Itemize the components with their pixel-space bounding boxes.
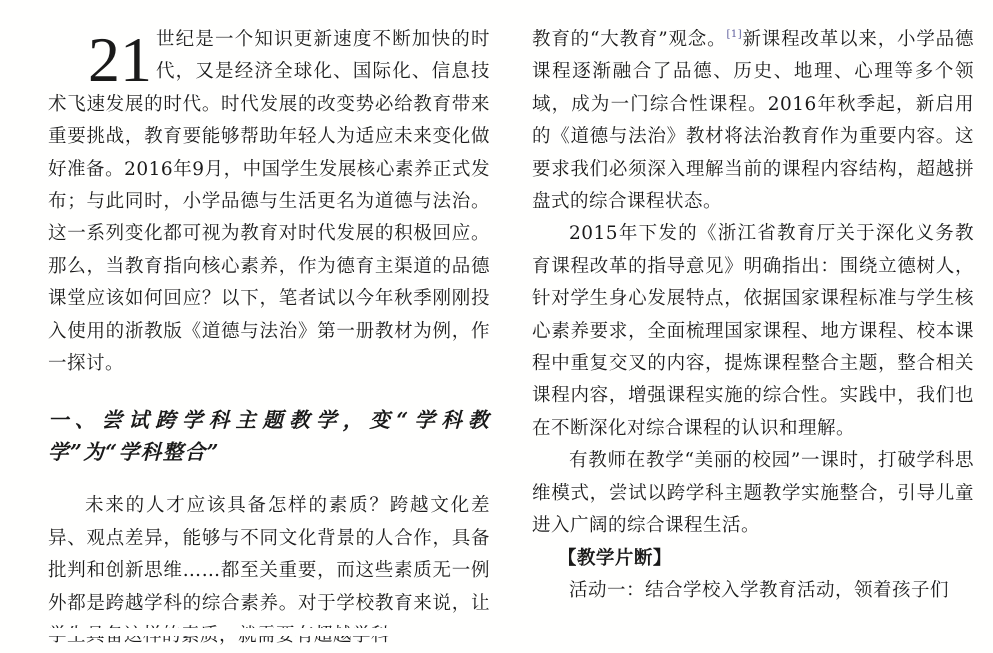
section-heading-1: 一、尝试跨学科主题教学，变“学科教学”为“学科整合” [48, 408, 490, 465]
teaching-excerpt-heading: 【教学片断】 [557, 547, 672, 569]
body-paragraph: 有教师在教学“美丽的校园”一课时，打破学科思维模式，尝试以跨学科主题教学实施整合，引导儿童进入广阔的综合课程生活。 [532, 450, 974, 537]
body-paragraph: 2015年下发的《浙江省教育厅关于深化义务教育课程改革的指导意见》明确指出：围绕立德树人，针对学生身心发展特点，依据国家课程标准与学生核心素养要求，全面梳理国家课程、地方课程、校本课程中重复交叉的内容，提炼课程整合主题，整合相关课程内容，增强课程实施的综合性。实践中，我们也在不断深化对综合课程的认识和理解。 [532, 223, 974, 439]
continued-text-b: 新课程改革以来，小学品德课程逐渐融合了品德、历史、地理、心理等多个领域，成为一门综合性课程。2016年秋季起，新启用的《道德与法治》教材将法治教育作为重要内容。这要求我们必须深入理解当前的课程内容结构，超越拼盘式的综合课程状态。 [532, 29, 974, 213]
continued-text-a: 教育的“大教育”观念。 [532, 29, 727, 50]
footnote-ref[interactable]: [1] [726, 29, 743, 40]
page-cutoff [0, 628, 993, 636]
body-paragraph: 活动一：结合学校入学教育活动，领着孩子们 [569, 579, 950, 601]
continued-paragraph [532, 24, 974, 218]
intro-text: 世纪是一个知识更新速度不断加快的时代，又是经济全球化、国际化、信息技术飞速发展的时代。时代发展的改变势必给教育带来重要挑战，教育要能够帮助年轻人为适应未来变化做好准备。2016年9月，中国学生发展核心素养正式发布；与此同时，小学品德与生活更名为道德与法治。这一系列变化都可视为教育对时代发展的积极回应。那么，当教育指向核心素养，作为德育主渠道的品德课堂应该如何回应？以下，笔者试以今年秋季刚刚投入使用的浙教版《道德与法治》第一册教材为例，作一探讨。 [48, 29, 490, 375]
right-column [532, 24, 974, 607]
body-paragraph: 未来的人才应该具备怎样的素质？跨越文化差异、观点差异，能够与不同文化背景的人合作，具备批判和创新思维……都至关重要，而这些素质无一例外都是跨越学科的综合素养。对于学校教育来说，让 [48, 495, 490, 614]
drop-cap: 21 [88, 24, 152, 95]
left-column [48, 24, 490, 653]
intro-paragraph [48, 24, 490, 380]
